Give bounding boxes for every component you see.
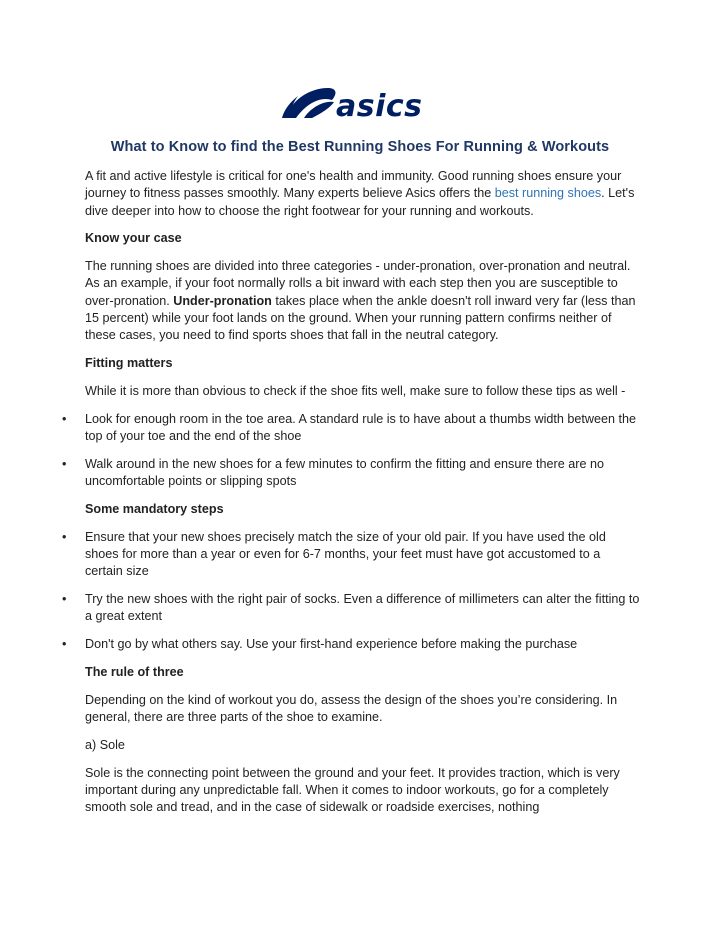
best-running-shoes-link[interactable]: best running shoes <box>494 186 602 201</box>
rule-of-three-paragraph: Depending on the kind of workout you do, assess the design of the shoes you’re considering. In general, there are three parts of the shoe to examine. <box>85 692 618 725</box>
logo-wordmark: asics <box>336 89 423 122</box>
section-heading-fitting-matters: Fitting matters <box>85 356 173 371</box>
list-item: • Walk around in the new shoes for a few minutes to confirm the fitting and ensure there are no uncomfortable points or slipping spots <box>85 456 641 491</box>
list-item: • Try the new shoes with the right pair of socks. Even a difference of millimeters can alter the fitting to a great extent <box>85 591 641 626</box>
asics-logo <box>280 84 436 122</box>
list-item: • Look for enough room in the toe area. A standard rule is to have about a thumbs width between the top of your toe and the end of the shoe <box>85 411 641 446</box>
know-your-case-paragraph: The running shoes are divided into three categories - under-pronation, over-pronation and neutral. As an example, if your foot normally rolls a bit inward with each step then you are susceptible to over-pronation. Under-pronation takes place when the ankle doesn't roll inward very far (less than 15 percent) while your foot lands on the ground. When your running pattern confirms neither of these cases, you need to find sports shoes that fall in the neutral category. <box>85 259 636 343</box>
document-body <box>85 168 641 827</box>
fitting-tips-list <box>85 411 641 491</box>
section-heading-know-your-case: Know your case <box>85 231 182 246</box>
document-title: What to Know to find the Best Running Shoes For Running & Workouts <box>110 139 610 155</box>
sole-subheading: a) Sole <box>85 737 125 752</box>
list-item: • Ensure that your new shoes precisely match the size of your old pair. If you have used the old shoes for more than a year or even for 6-7 months, your feet must have got accustomed to a certain size <box>85 529 641 581</box>
mandatory-steps-list <box>85 529 641 654</box>
sole-paragraph: Sole is the connecting point between the ground and your feet. It provides traction, which is very important during any unpredictable fall. When it comes to indoor workouts, go for a completely smooth sole and tread, and in the case of sidewalk or roadside exercises, nothing <box>85 765 620 815</box>
section-heading-mandatory-steps: Some mandatory steps <box>85 501 224 516</box>
section-heading-rule-of-three: The rule of three <box>85 665 184 680</box>
list-item: • Don't go by what others say. Use your first-hand experience before making the purchase <box>85 636 641 653</box>
fitting-intro-paragraph: While it is more than obvious to check if the shoe fits well, make sure to follow these tips as well - <box>85 383 626 398</box>
intro-paragraph: A fit and active lifestyle is critical for one's health and immunity. Good running shoes ensure your journey to fitness passes smoothly. Many experts believe Asics offers the best running shoes. Let's dive deeper into how to choose the right footwear for your running and workouts. <box>85 169 635 218</box>
